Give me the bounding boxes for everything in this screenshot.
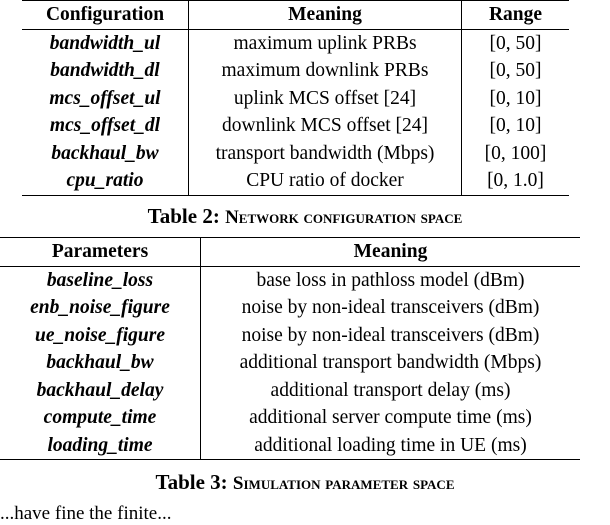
parameter-name: backhaul_bw <box>0 349 201 377</box>
parameter-meaning: base loss in pathloss model (dBm) <box>256 269 525 291</box>
table-row <box>22 112 569 140</box>
config-range: [0, 100] <box>484 142 547 164</box>
table-header-row <box>0 238 580 267</box>
config-name: cpu_ratio <box>22 167 189 195</box>
parameter-meaning: noise by non-ideal transceivers (dBm) <box>241 324 540 346</box>
table-row <box>0 322 580 350</box>
config-meaning: maximum uplink PRBs <box>189 29 462 57</box>
table-row <box>0 404 580 432</box>
config-range: [0, 50] <box>489 32 542 54</box>
parameter-name: baseline_loss <box>0 266 201 294</box>
caption-text: Network configuration space <box>225 207 463 228</box>
simulation-parameter-table <box>0 237 580 460</box>
table-row <box>0 377 580 405</box>
parameter-name: loading_time <box>0 432 201 460</box>
column-header-meaning: Meaning <box>353 241 428 262</box>
config-name: mcs_offset_ul <box>22 85 189 113</box>
table-row <box>0 432 580 460</box>
body-text-fragment: ...have fine the finite... <box>0 503 172 524</box>
network-configuration-table <box>22 0 569 196</box>
config-range: [0, 10] <box>489 115 542 136</box>
column-header-configuration: Configuration <box>22 1 189 30</box>
table-header-row <box>22 1 569 30</box>
config-meaning: uplink MCS offset [24] <box>189 85 462 113</box>
parameter-name: compute_time <box>0 404 201 432</box>
table-row <box>22 57 569 85</box>
table-row <box>22 29 569 57</box>
config-name: bandwidth_ul <box>22 29 189 57</box>
parameter-meaning: additional loading time in UE (ms) <box>254 434 527 456</box>
caption-label: Table 3: <box>155 470 228 494</box>
config-meaning: maximum downlink PRBs <box>189 57 462 85</box>
table-3-caption <box>0 470 610 495</box>
config-meaning: CPU ratio of docker <box>189 167 462 195</box>
table-row <box>22 167 569 195</box>
config-meaning: downlink MCS offset [24] <box>189 112 462 140</box>
parameter-meaning: additional transport delay (ms) <box>270 379 511 401</box>
parameter-name: backhaul_delay <box>0 377 201 405</box>
config-meaning: transport bandwidth (Mbps) <box>189 140 462 168</box>
config-range: [0, 50] <box>489 60 542 81</box>
parameter-meaning: additional server compute time (ms) <box>249 407 532 428</box>
table-row <box>0 294 580 322</box>
table-2-caption <box>0 204 610 229</box>
table-row <box>22 85 569 113</box>
config-name: mcs_offset_dl <box>22 112 189 140</box>
table-row <box>0 349 580 377</box>
config-range: [0, 1.0] <box>487 170 544 191</box>
table-row <box>22 140 569 168</box>
table-row <box>0 266 580 294</box>
column-header-meaning: Meaning <box>189 1 462 30</box>
config-name: backhaul_bw <box>22 140 189 168</box>
config-name: bandwidth_dl <box>22 57 189 85</box>
caption-text: Simulation parameter space <box>232 473 455 494</box>
column-header-range: Range <box>488 4 543 25</box>
parameter-name: enb_noise_figure <box>0 294 201 322</box>
parameter-meaning: additional transport bandwidth (Mbps) <box>239 352 542 373</box>
config-range: [0, 10] <box>489 87 542 109</box>
parameter-name: ue_noise_figure <box>0 322 201 350</box>
column-header-parameters: Parameters <box>0 238 201 267</box>
parameter-meaning: noise by non-ideal transceivers (dBm) <box>241 297 540 318</box>
caption-label: Table 2: <box>147 204 220 228</box>
